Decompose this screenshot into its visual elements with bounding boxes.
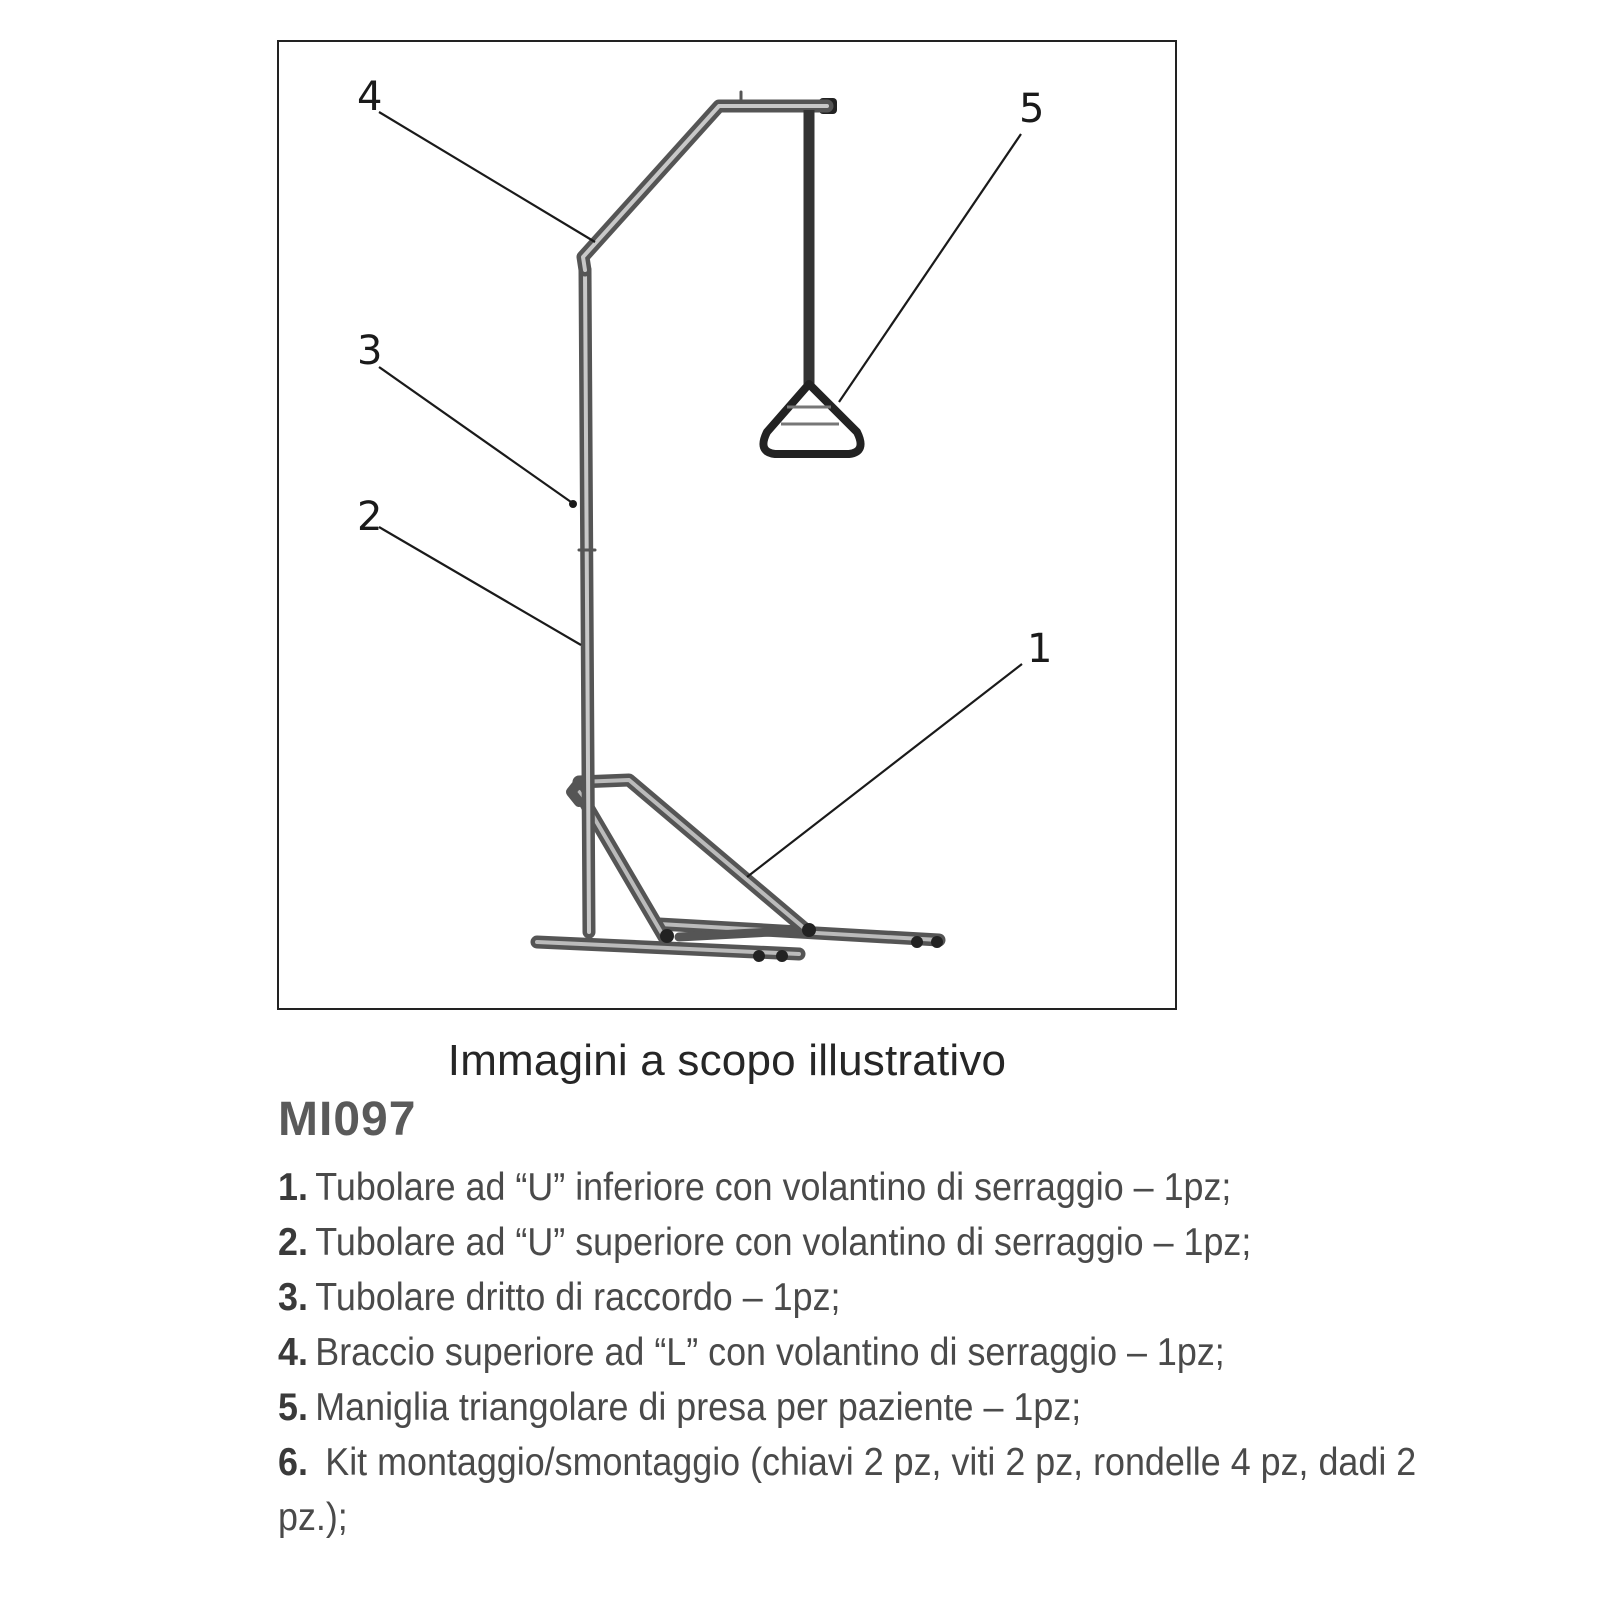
item-text: Tubolare ad “U” superiore con volantino di serraggio – 1pz;	[315, 1221, 1252, 1264]
item-number: 1.	[278, 1166, 308, 1209]
list-item	[278, 1325, 1474, 1380]
base-frame	[537, 780, 939, 954]
leader-lines	[379, 112, 1022, 877]
end-caps	[660, 98, 943, 962]
vertical-post	[579, 270, 595, 932]
item-number: 6.	[278, 1441, 308, 1484]
item-text: Braccio superiore ad “L” con volantino di serraggio – 1pz;	[315, 1331, 1225, 1374]
item-number: 3.	[278, 1276, 308, 1319]
callout-1: 1	[1027, 626, 1053, 672]
patient-lift-stand-diagram	[279, 42, 1175, 1008]
list-item	[278, 1215, 1474, 1270]
item-number: 5.	[278, 1386, 308, 1429]
list-item	[278, 1380, 1474, 1435]
callout-4: 4	[357, 74, 383, 120]
upper-l-arm	[583, 92, 827, 270]
triangle-handle	[763, 110, 860, 454]
item-text: Kit montaggio/smontaggio (chiavi 2 pz, viti 2 pz, rondelle 4 pz, dadi 2 pz.);	[278, 1441, 1417, 1539]
parts-list	[278, 1160, 1474, 1545]
figure-frame	[277, 40, 1177, 1010]
item-text: Tubolare ad “U” inferiore con volantino di serraggio – 1pz;	[315, 1166, 1232, 1209]
item-text: Maniglia triangolare di presa per paziente – 1pz;	[315, 1386, 1082, 1429]
item-number: 2.	[278, 1221, 308, 1264]
callout-5: 5	[1019, 86, 1045, 132]
list-item	[278, 1435, 1474, 1545]
item-number: 4.	[278, 1331, 308, 1374]
callout-3: 3	[357, 328, 383, 374]
figure-caption: Immagini a scopo illustrativo	[447, 1036, 1007, 1085]
list-item	[278, 1160, 1474, 1215]
leader-dots	[569, 500, 577, 508]
item-text: Tubolare dritto di raccordo – 1pz;	[315, 1276, 841, 1319]
callout-2: 2	[357, 494, 383, 540]
model-code: MI097	[278, 1093, 417, 1146]
list-item	[278, 1270, 1474, 1325]
